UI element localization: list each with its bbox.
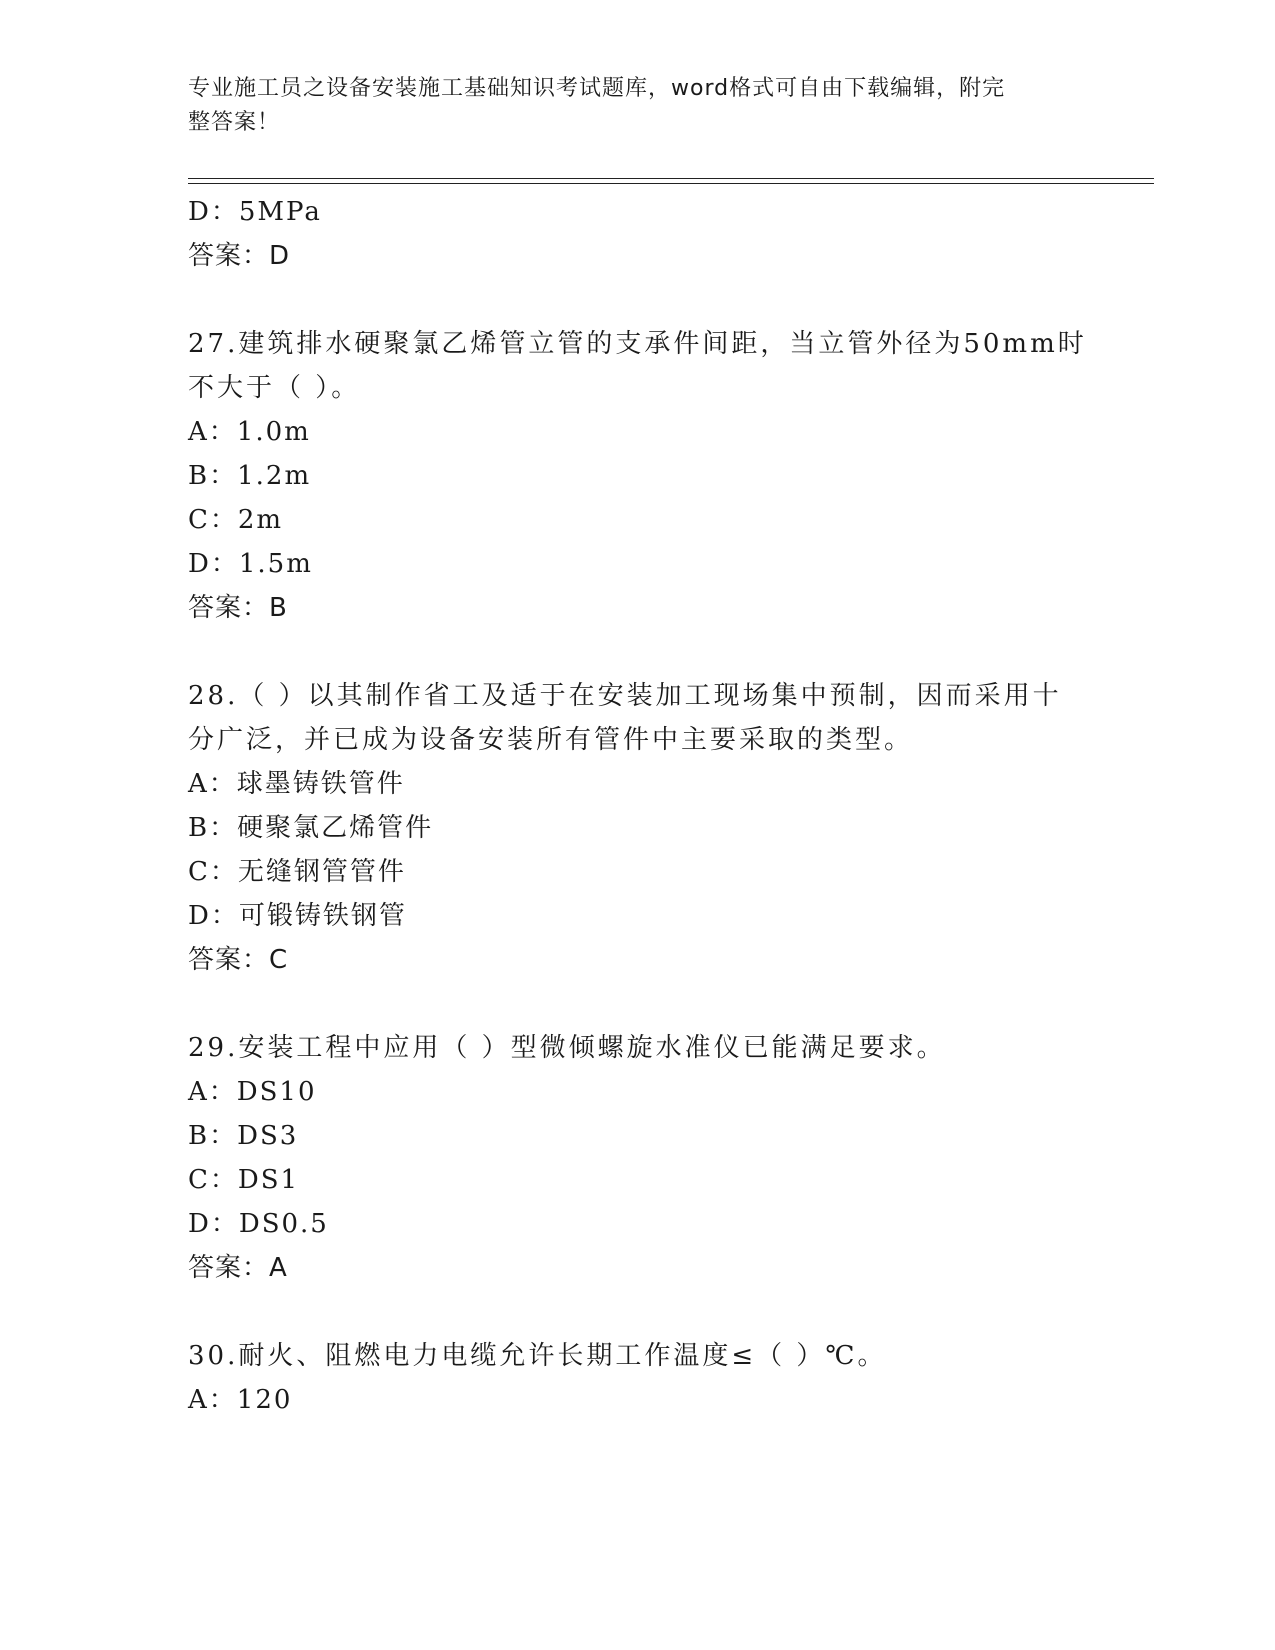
- question-27-option-b: B：1.2m: [188, 461, 312, 491]
- question-29-option-c: C：DS1: [188, 1165, 300, 1195]
- question-27-stem-continued: 不大于（ ）。: [188, 373, 361, 403]
- question-28-stem: 28.（ ）以其制作省工及适于在安装加工现场集中预制，因而采用十: [188, 681, 1062, 711]
- question-27-answer: 答案：B: [188, 593, 288, 623]
- question-29-option-a: A：DS10: [188, 1077, 317, 1107]
- question-28-answer: 答案：C: [188, 945, 289, 975]
- header-divider-bottom: [188, 183, 1154, 184]
- header-line-1: 专业施工员之设备安装施工基础知识考试题库，word格式可自由下载编辑，附完: [188, 76, 1006, 101]
- question-28-option-a: A：球墨铸铁管件: [188, 769, 405, 799]
- header-line-2: 整答案！: [188, 110, 281, 135]
- option-d: D：5MPa: [188, 197, 322, 227]
- document-header: [188, 72, 1068, 140]
- question-29-option-b: B：DS3: [188, 1121, 299, 1151]
- question-27-option-a: A：1.0m: [188, 417, 311, 447]
- question-28-option-b: B：硬聚氯乙烯管件: [188, 813, 434, 843]
- question-30-option-a: A：120: [188, 1385, 293, 1415]
- answer-label: 答案：D: [188, 241, 291, 271]
- question-30-stem: 30.耐火、阻燃电力电缆允许长期工作温度≤（ ）℃。: [188, 1341, 887, 1371]
- question-29-stem: 29.安装工程中应用（ ）型微倾螺旋水准仪已能满足要求。: [188, 1033, 946, 1063]
- question-29-option-d: D：DS0.5: [188, 1209, 329, 1239]
- question-27-option-c: C：2m: [188, 505, 284, 535]
- question-28-option-d: D：可锻铸铁钢管: [188, 901, 407, 931]
- header-divider-top: [188, 178, 1154, 179]
- question-28-option-c: C：无缝钢管管件: [188, 857, 406, 887]
- question-27-stem: 27.建筑排水硬聚氯乙烯管立管的支承件间距，当立管外径为50mm时: [188, 329, 1087, 359]
- question-27-option-d: D：1.5m: [188, 549, 313, 579]
- question-28-stem-continued: 分广泛，并已成为设备安装所有管件中主要采取的类型。: [188, 725, 914, 755]
- question-29-answer: 答案：A: [188, 1253, 288, 1283]
